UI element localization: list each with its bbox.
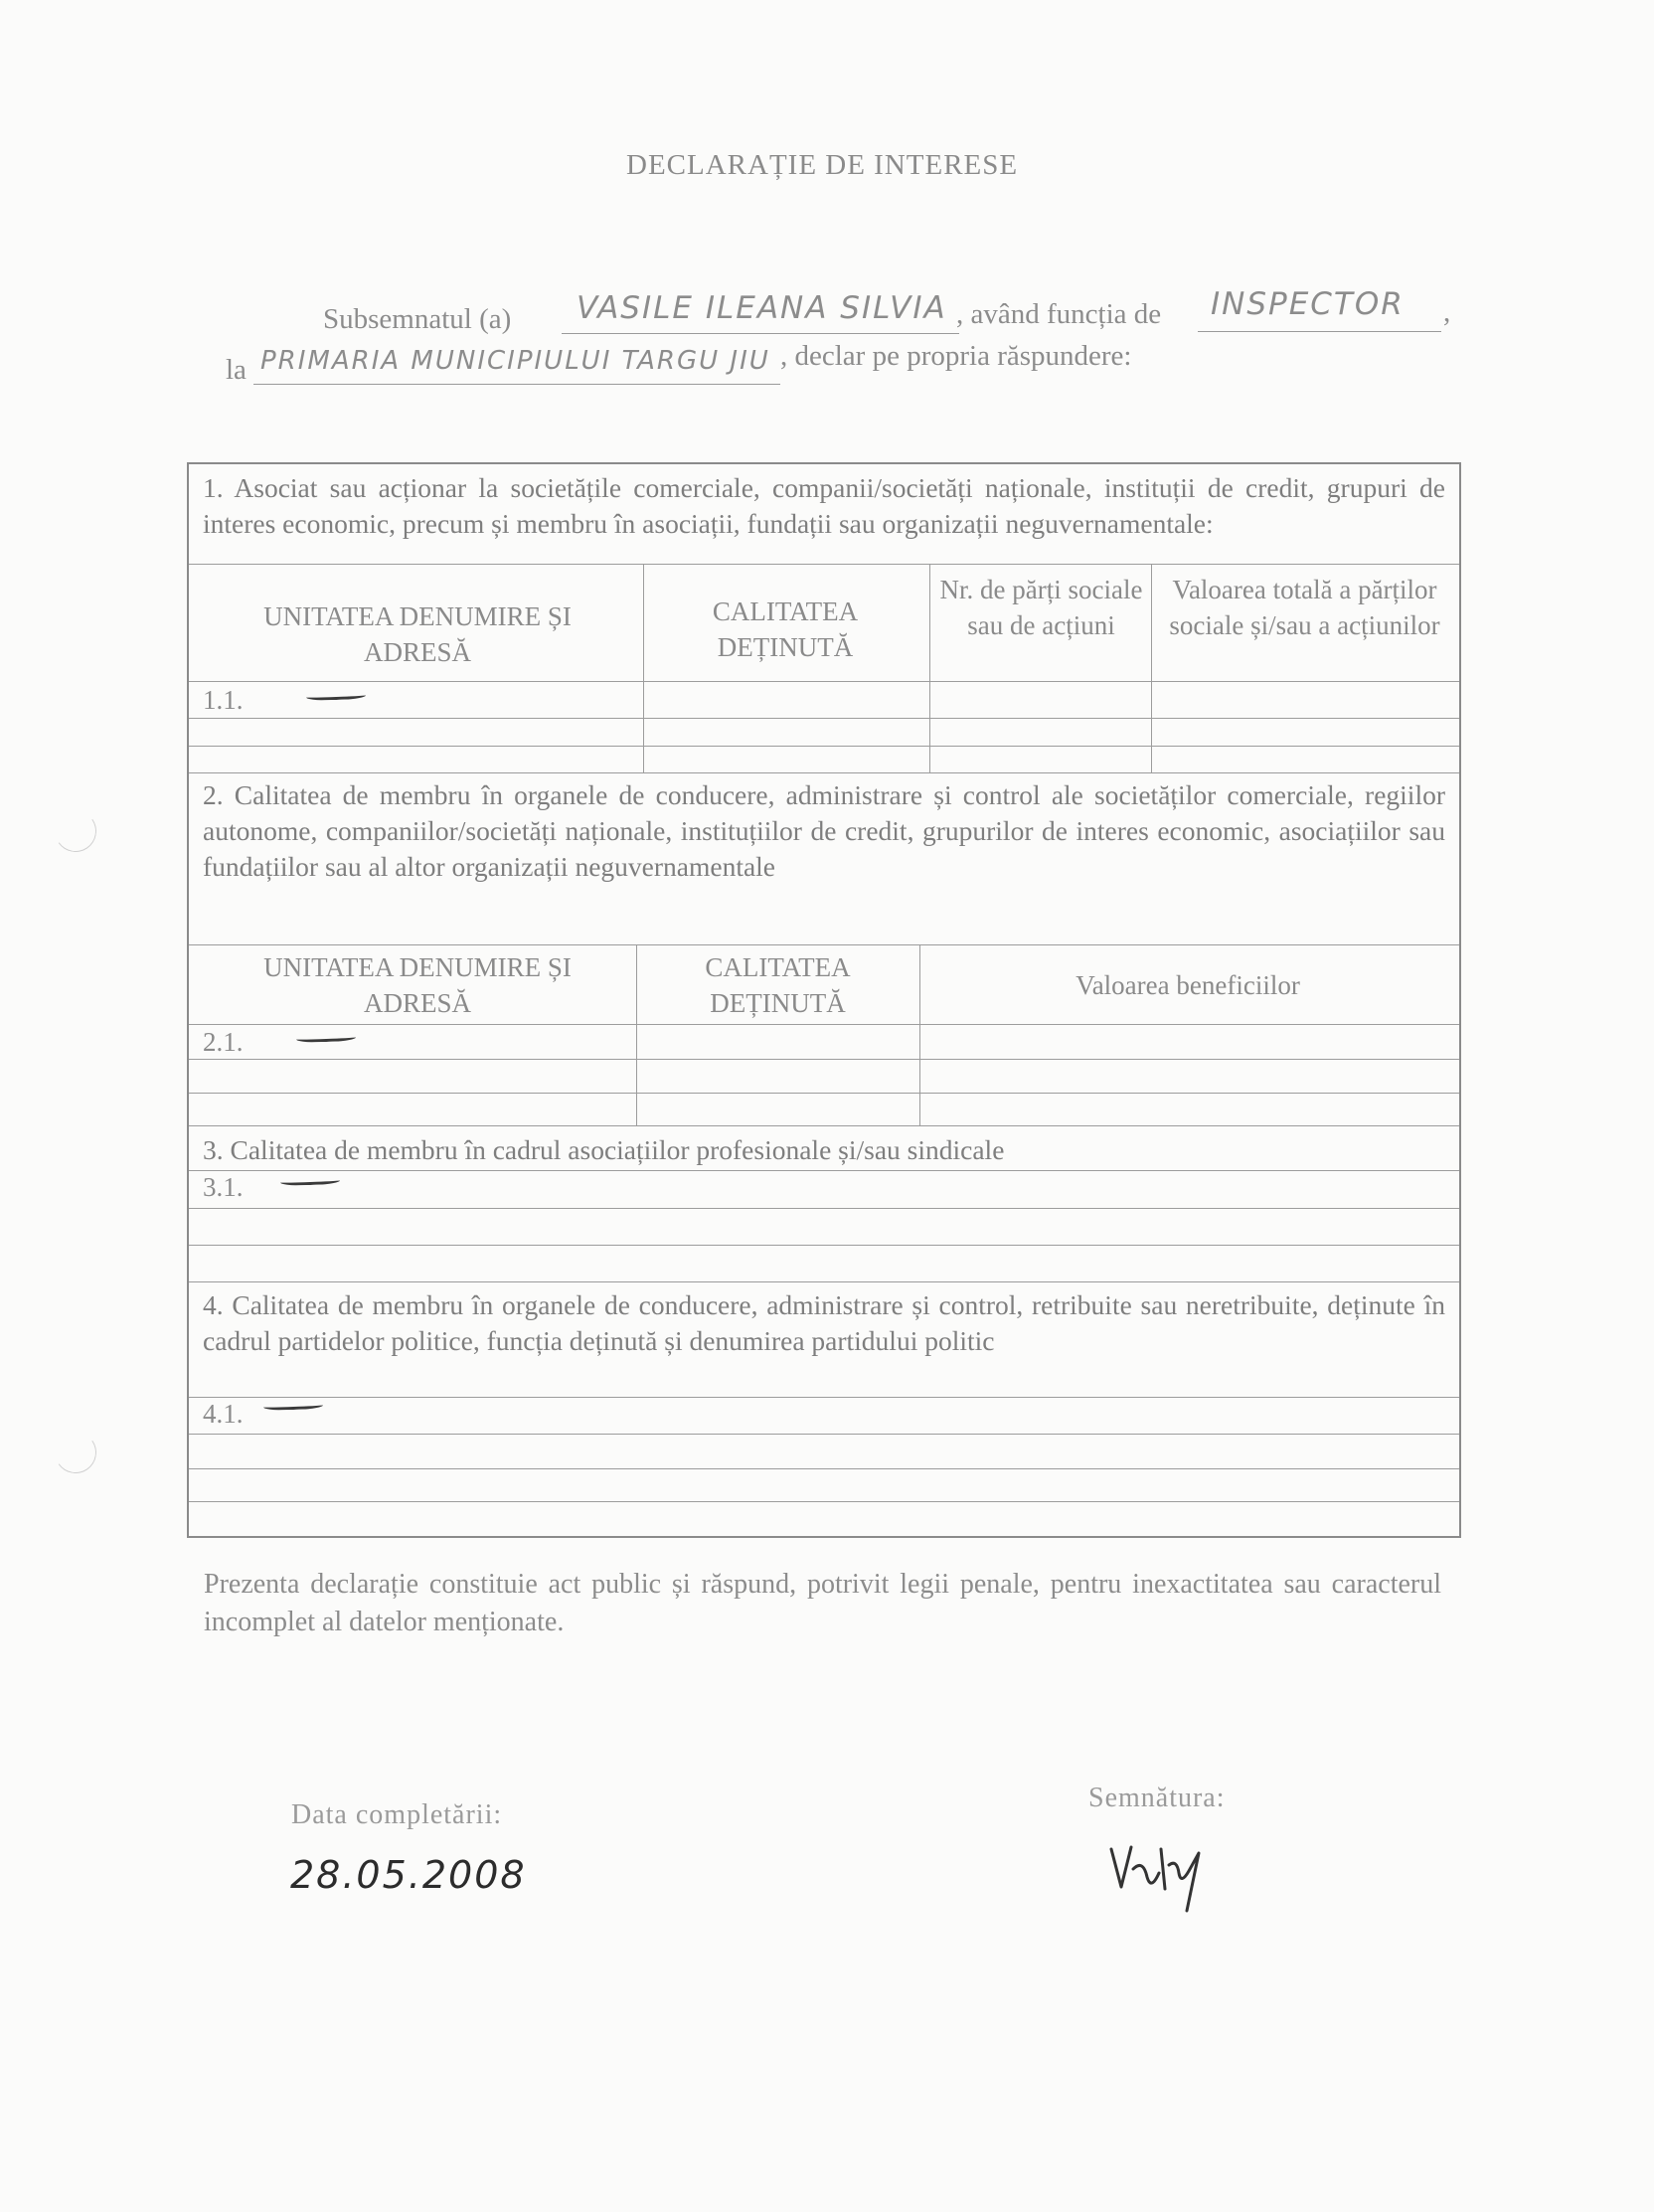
completion-date: 28.05.2008 bbox=[290, 1853, 527, 1897]
section1-empty-dash bbox=[306, 690, 366, 701]
section1-col-valoarea: Valoarea totală a părților sociale și/sau a acțiunilor bbox=[1169, 575, 1440, 640]
subsemnatul-label: Subsemnatul (a) bbox=[323, 303, 512, 335]
section1-heading: 1. Asociat sau acționar la societățile comerciale, companii/societăți naționale, instituții de credit, grupuri de interes economic, precum și membru în asociații, fundații sau organizații neguvernamentale: bbox=[203, 472, 1445, 539]
section2-col-valoarea-beneficiilor: Valoarea beneficiilor bbox=[1075, 970, 1300, 1000]
declar-label: , declar pe propria răspundere: bbox=[780, 340, 1132, 372]
section2-empty-dash bbox=[296, 1032, 356, 1043]
declarant-name: VASILE ILEANA SILVIA bbox=[577, 290, 947, 326]
footer-statement: Prezenta declarație constituie act public și răspund, potrivit legii penale, pentru inexactitatea sau caracterul incomplet al datelor menționate. bbox=[204, 1569, 1441, 1637]
date-label: Data completării: bbox=[291, 1799, 503, 1830]
section2-col-calitatea: CALITATEA DEȚINUTĂ bbox=[705, 952, 851, 1018]
document-title: DECLARAȚIE DE INTERESE bbox=[626, 149, 1019, 181]
section3-empty-dash bbox=[280, 1175, 340, 1186]
section2-row-label: 2.1. bbox=[203, 1027, 244, 1057]
signature-mark bbox=[1103, 1829, 1213, 1919]
declarant-function: INSPECTOR bbox=[1211, 286, 1405, 322]
section1-col-calitatea: CALITATEA DEȚINUTĂ bbox=[712, 596, 859, 662]
section4-empty-dash bbox=[263, 1400, 323, 1411]
institution-name: PRIMARIA MUNICIPIULUI TARGU JIU bbox=[260, 346, 770, 376]
punch-hole-mark bbox=[52, 807, 100, 856]
section4-row-label: 4.1. bbox=[203, 1399, 244, 1429]
punch-hole-mark bbox=[52, 1429, 100, 1477]
interests-table bbox=[187, 462, 1461, 1538]
section3-heading: 3. Calitatea de membru în cadrul asociațiilor profesionale și/sau sindicale bbox=[203, 1134, 1005, 1165]
section3-row-label: 3.1. bbox=[203, 1172, 244, 1202]
intro-comma: , bbox=[1443, 296, 1451, 328]
avand-functia-label: , având funcția de bbox=[956, 298, 1162, 330]
section2-col-unitatea: UNITATEA DENUMIRE ȘI ADRESĂ bbox=[263, 952, 572, 1018]
institution-underline bbox=[253, 384, 780, 385]
section4-heading: 4. Calitatea de membru în organele de conducere, administrare și control, retribuite sau neretribuite, deținute în cadrul partidelor politice, funcția deținută și denumirea partidului politic bbox=[203, 1289, 1445, 1356]
section1-col-nr-parti: Nr. de părți sociale sau de acțiuni bbox=[939, 575, 1143, 640]
section1-row-label: 1.1. bbox=[203, 685, 244, 715]
name-underline bbox=[562, 333, 959, 334]
function-underline bbox=[1198, 331, 1441, 332]
la-label: la bbox=[226, 354, 247, 386]
signature-label: Semnătura: bbox=[1088, 1783, 1226, 1813]
section1-col-unitatea: UNITATEA DENUMIRE ȘI ADRESĂ bbox=[263, 601, 572, 667]
section2-heading: 2. Calitatea de membru în organele de conducere, administrare și control ale societăților comerciale, regiilor autonome, companiilor/societăți naționale, instituțiilor de credit, grupurilor de interes economic, asociațiilor sau fundațiilor sau al altor organizații neguvernamentale bbox=[203, 779, 1445, 882]
